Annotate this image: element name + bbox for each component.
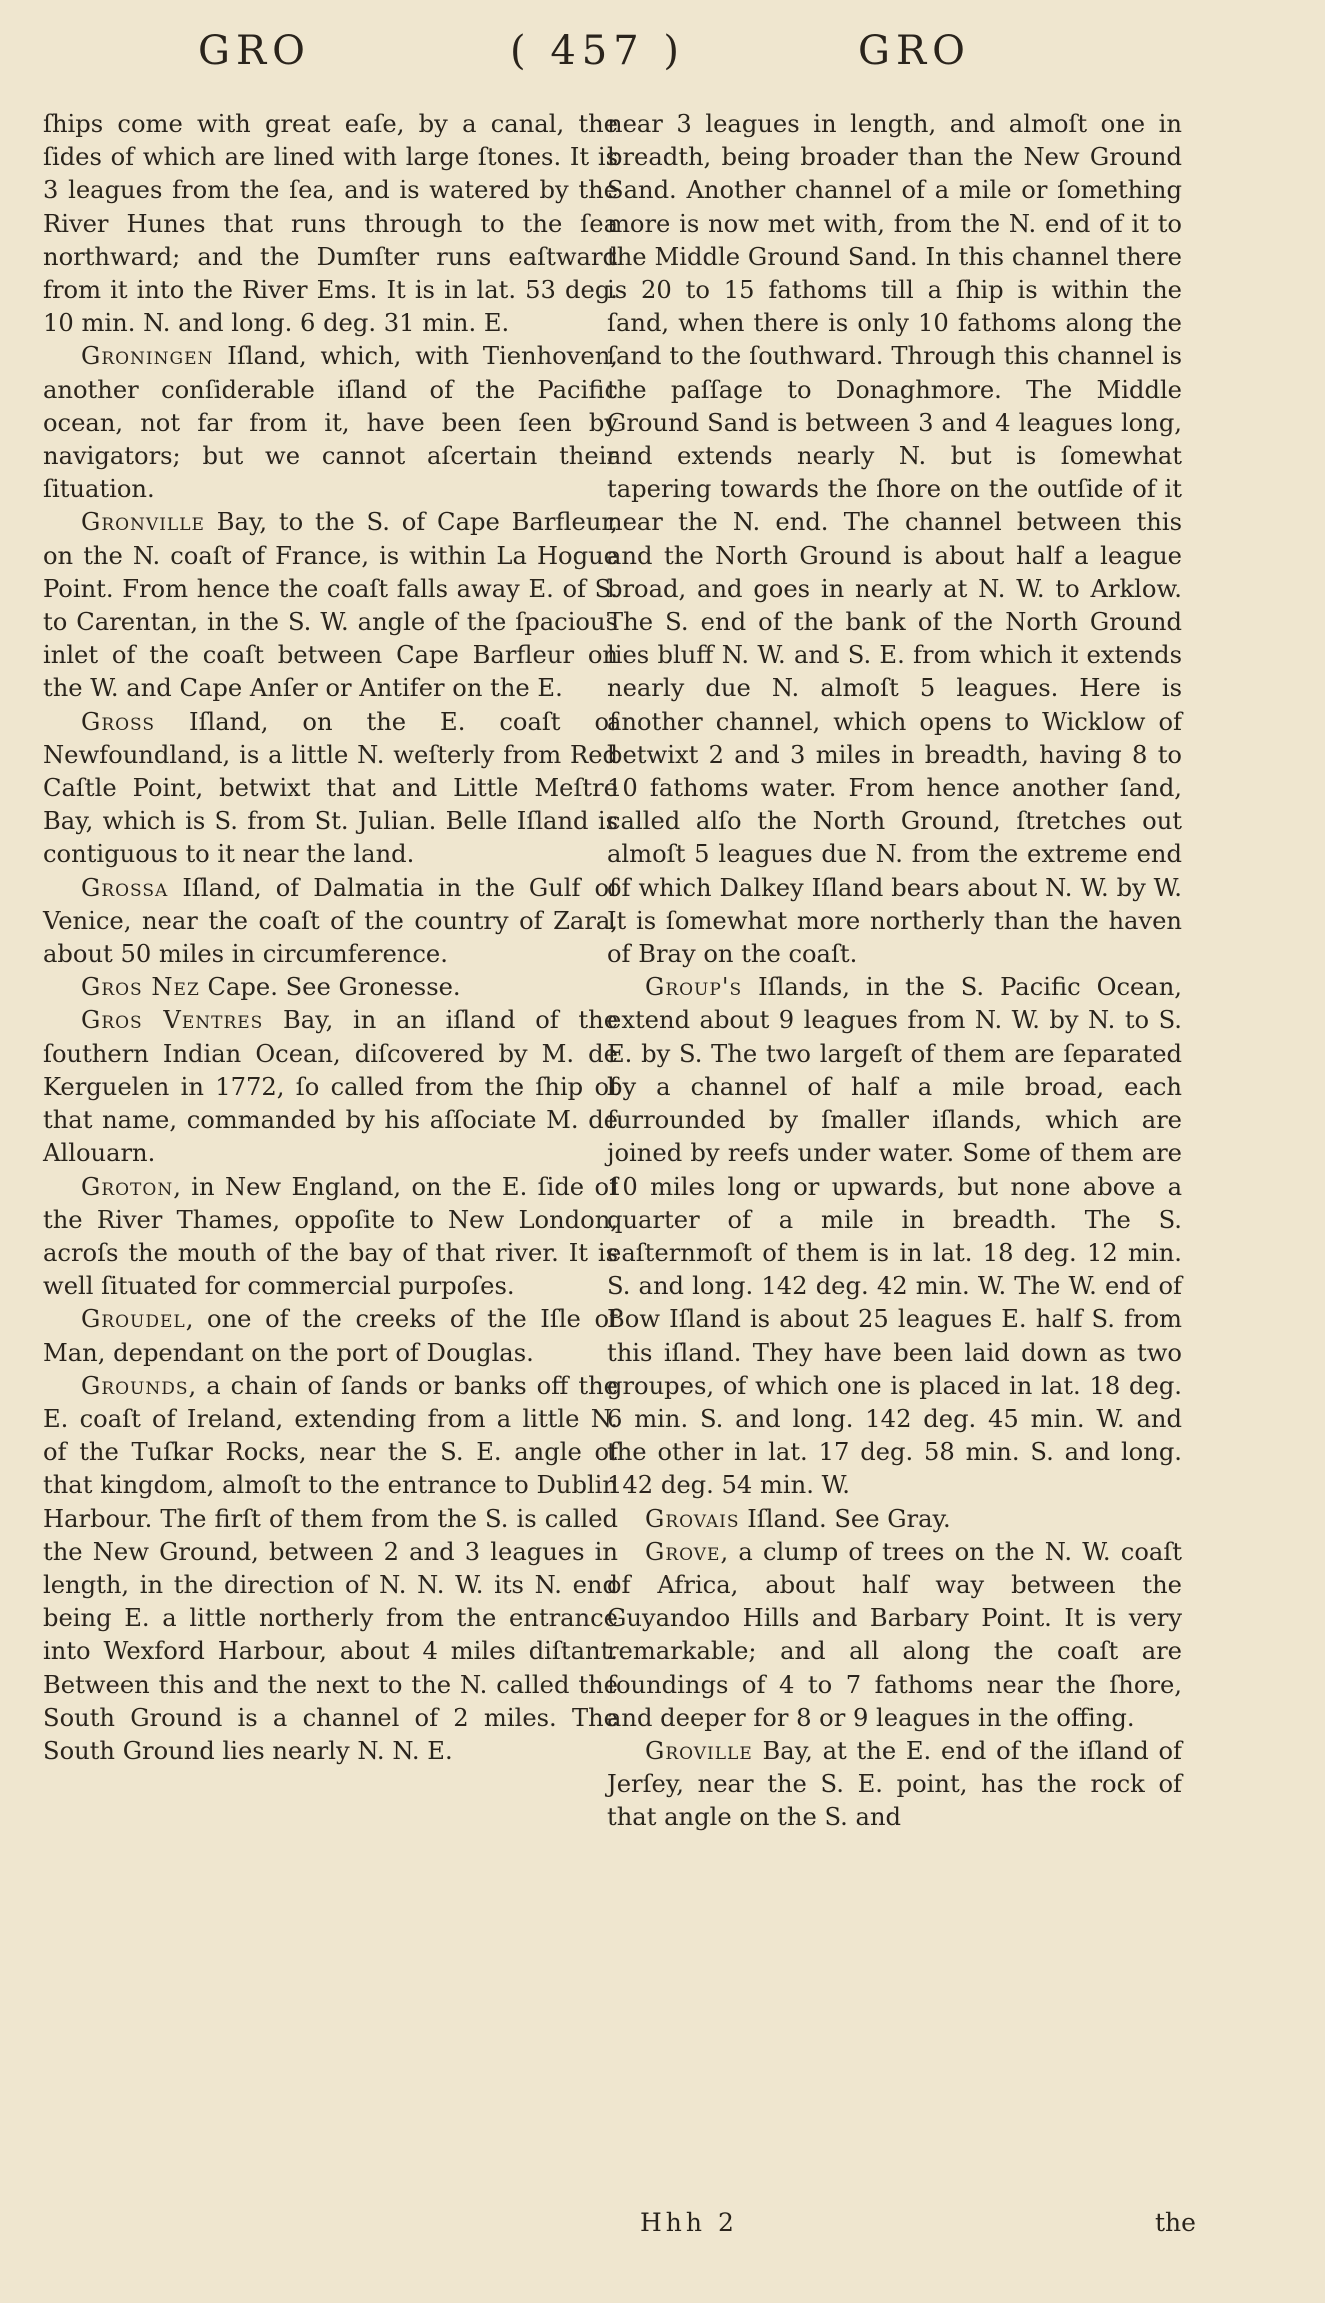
header-left-word: GRO	[198, 28, 311, 74]
entry-text: Bay, at the E. end of the iſland of Jerſey, near the S. E. point, has the rock of that angle on the S. and	[607, 1736, 1182, 1832]
entry-paragraph	[43, 340, 618, 506]
catchword: the	[1155, 2208, 1196, 2237]
entry-head: Gros Nez	[81, 973, 200, 1002]
entry-text: Iſland, of Dalmatia in the Gulf of Venice, near the coaſt of the country of Zara, about 50 miles in circumference.	[43, 873, 618, 969]
entry-paragraph	[43, 1370, 618, 1768]
entry-text: Iſlands, in the S. Pacific Ocean, extend about 9 leagues from N. W. by N. to S. E. by S. The two largeſt of them are ſeparated by a channel of half a mile broad, each ſurrounded by ſmaller iſlands, which are joined by reefs under water. Some of them are 10 miles long or upwards, but none above a quarter of a mile in breadth. The S. eaſternmoſt of them is in lat. 18 deg. 12 min. S. and long. 142 deg. 42 min. W. The W. end of Bow Iſland is about 25 leagues E. half S. from this iſland. They have been laid down as two groupes, of which one is placed in lat. 18 deg. 6 min. S. and long. 142 deg. 45 min. W. and the other in lat. 17 deg. 58 min. S. and long. 142 deg. 54 min. W.	[607, 973, 1182, 1500]
entry-text: Bay, in an iſland of the ſouthern Indian Ocean, diſcovered by M. de Kerguelen in 1772, ſo called from the ſhip of that name, commanded by his aſſociate M. de Allouarn.	[43, 1006, 619, 1168]
signature-mark: Hhh 2	[640, 2208, 738, 2237]
entry-paragraph	[43, 506, 618, 705]
entry-paragraph	[43, 1004, 618, 1170]
page-number: ( 457 )	[510, 28, 685, 74]
page-footer	[0, 2208, 1325, 2248]
header-right-word: GRO	[858, 28, 971, 74]
entry-head: Gros Ventres	[81, 1006, 264, 1035]
entry-text: Iſland, on the E. coaſt of Newfoundland, is a little N. weſterly from Red Caſtle Point, betwixt that and Little Meſtre Bay, which is S. from St. Julian. Belle Iſland is contiguous to it near the land.	[43, 707, 618, 869]
entry-paragraph	[607, 1503, 1182, 1536]
entry-text: , in New England, on the E. ſide of the River Thames, oppoſite to New London, acroſs the mouth of the bay of that river. It is well ſituated for commercial purpoſes.	[43, 1172, 618, 1301]
entry-head: Gronville	[81, 508, 205, 537]
entry-paragraph	[43, 1171, 618, 1304]
entry-paragraph	[607, 971, 1182, 1502]
entry-paragraph	[43, 872, 618, 972]
entry-paragraph	[607, 108, 1182, 971]
left-column	[43, 108, 618, 1768]
entry-text: , one of the creeks of the Iſle of Man, dependant on the port of Douglas.	[43, 1305, 618, 1367]
entry-head: Grounds	[81, 1371, 189, 1400]
entry-head: Group's	[645, 973, 743, 1002]
entry-paragraph	[607, 1735, 1182, 1835]
entry-text: Cape. See Gronesse.	[199, 973, 461, 1002]
entry-text: , a chain of ſands or banks off the E. coaſt of Ireland, extending from a little N. of the Tuſkar Rocks, near the S. E. angle of that kingdom, almoſt to the entrance to Dublin Harbour. The firſt of them from the S. is called the New Ground, between 2 and 3 leagues in length, in the direction of N. N. W. its N. end being E. a little northerly from the entrance into Wexford Harbour, about 4 miles diſtant. Between this and the next to the N. called the South Ground is a channel of 2 miles. The South Ground lies nearly N. N. E.	[43, 1371, 618, 1765]
entry-head: Gross	[81, 707, 156, 736]
entry-text: near 3 leagues in length, and almoſt one in breadth, being broader than the New Ground Sand. Another channel of a mile or ſomething more is now met with, from the N. end of it to the Middle Ground Sand. In this channel there is 20 to 15 fathoms till a ſhip is within the ſand, when there is only 10 fathoms along the ſand to the ſouthward. Through this channel is the paſſage to Donaghmore. The Middle Ground Sand is between 3 and 4 leagues long, and extends nearly N. but is ſomewhat tapering towards the ſhore on the outſide of it near the N. end. The channel between this and the North Ground is about half a league broad, and goes in nearly at N. W. to Arklow. The S. end of the bank of the North Ground lies bluff N. W. and S. E. from which it extends nearly due N. almoſt 5 leagues. Here is another channel, which opens to Wicklow of betwixt 2 and 3 miles in breadth, having 8 to 10 fathoms water. From hence another ſand, called alſo the North Ground, ſtretches out almoſt 5 leagues due N. from the extreme end of which Dalkey Iſland bears about N. W. by W. It is ſomewhat more northerly than the haven of Bray on the coaſt.	[607, 110, 1182, 969]
entry-paragraph	[607, 1536, 1182, 1735]
entry-head: Groton	[81, 1172, 174, 1201]
entry-head: Grovais	[645, 1504, 740, 1533]
right-column	[607, 108, 1182, 1835]
entry-paragraph	[43, 706, 618, 872]
entry-head: Grove	[645, 1537, 721, 1566]
entry-head: Groningen	[81, 342, 214, 371]
entry-head: Groville	[645, 1736, 753, 1765]
entry-head: Grossa	[81, 873, 169, 902]
entry-text: Iſland. See Gray.	[739, 1504, 951, 1533]
entry-paragraph	[43, 1303, 618, 1369]
entry-paragraph	[43, 971, 618, 1004]
entry-text: , a clump of trees on the N. W. coaſt of Africa, about half way between the Guyandoo Hills and Barbary Point. It is very remarkable; and all along the coaſt are ſoundings of 4 to 7 fathoms near the ſhore, and deeper for 8 or 9 leagues in the offing.	[607, 1537, 1182, 1732]
entry-text: Bay, to the S. of Cape Barfleur, on the N. coaſt of France, is within La Hogue Point. From hence the coaſt falls away E. of S. to Carentan, in the S. W. angle of the ſpacious inlet of the coaſt between Cape Barfleur on the W. and Cape Anſer or Antifer on the E.	[43, 508, 618, 703]
entry-text: ſhips come with great eaſe, by a canal, the ſides of which are lined with large ſtones. It is 3 leagues from the ſea, and is watered by the River Hunes that runs through to the ſea northward; and the Dumſter runs eaſtward from it into the River Ems. It is in lat. 53 deg. 10 min. N. and long. 6 deg. 31 min. E.	[43, 110, 618, 338]
entry-head: Groudel	[81, 1305, 186, 1334]
entry-text: Iſland, which, with Tienhoven, another conſiderable iſland of the Pacific ocean, not far from it, have been ſeen by navigators; but we cannot aſcertain their ſituation.	[43, 342, 618, 504]
entry-paragraph	[43, 108, 618, 340]
running-header	[0, 28, 1325, 88]
